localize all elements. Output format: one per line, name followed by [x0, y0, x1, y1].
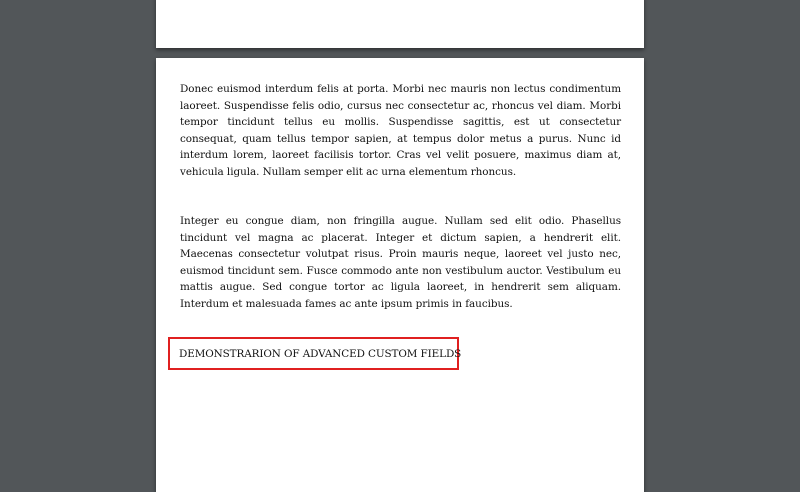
acf-heading: DEMONSTRARION OF ADVANCED CUSTOM FIELDS	[179, 348, 462, 360]
previous-page	[156, 0, 644, 48]
current-page	[156, 58, 644, 492]
highlight-box	[168, 337, 462, 370]
body-paragraph-1: Donec euismod interdum felis at porta. Morbi nec mauris non lectus condimentum laoreet. Suspendisse felis odio, cursus nec consectetur ac, rhoncus vel diam. Morbi tempor tincidunt tellus eu mollis. Suspendisse sagittis, est ut consectetur consequat, quam tellus tempor sapien, at tempus dolor metus a purus. Nunc id interdum lorem, laoreet facilisis tortor. Cras vel velit posuere, maximus diam at, vehicula ligula. Nullam semper elit ac urna elementum rhoncus.	[180, 83, 621, 178]
body-paragraph-2: Integer eu congue diam, non fringilla augue. Nullam sed elit odio. Phasellus tincidunt vel magna ac placerat. Integer et dictum sapien, a hendrerit elit. Maecenas consectetur volutpat risus. Proin mauris neque, laoreet vel justo nec, euismod tincidunt sem. Fusce commodo ante non vestibulum auctor. Vestibulum eu mattis augue. Sed congue tortor ac ligula laoreet, in hendrerit sem aliquam. Interdum et malesuada fames ac ante ipsum primis in faucibus.	[180, 215, 621, 310]
